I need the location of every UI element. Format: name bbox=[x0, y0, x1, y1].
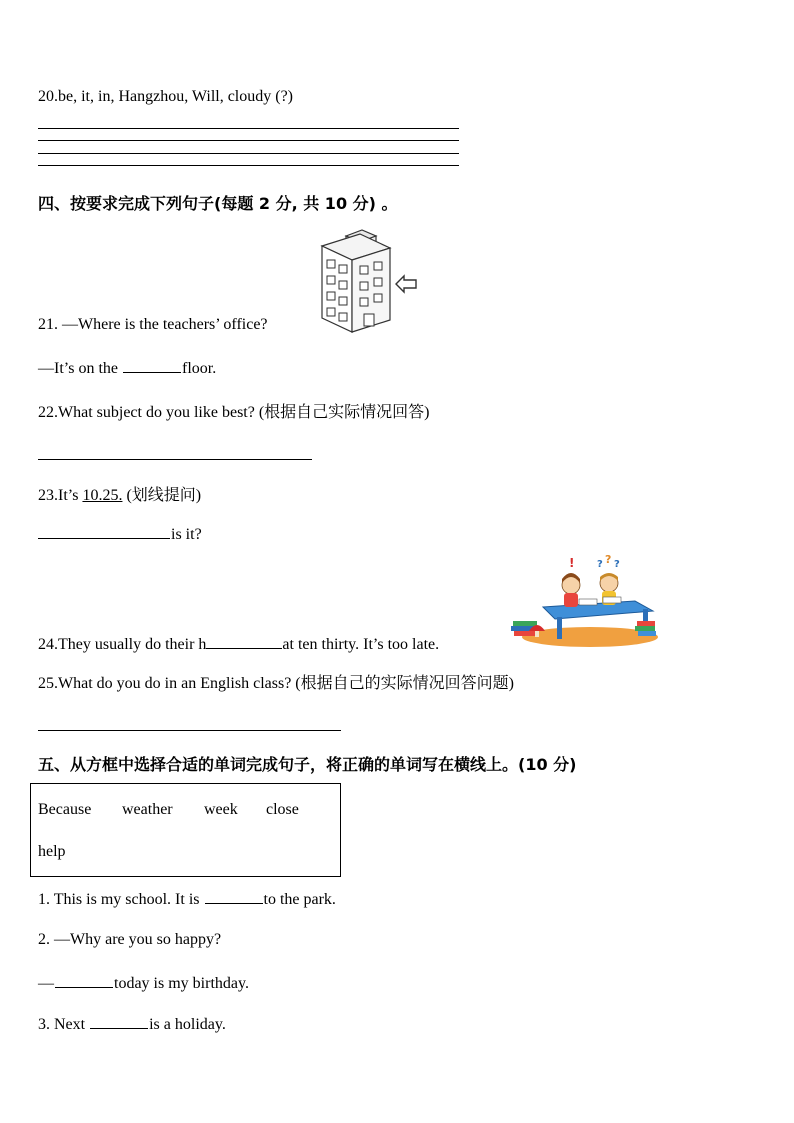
section-5-heading: 五、从方框中选择合适的单词完成句子，将正确的单词写在横线上。(10 分) bbox=[38, 755, 577, 774]
underlined-time: 10.25. bbox=[82, 487, 123, 504]
question-24-prefix: 24.They usually do their h bbox=[38, 636, 207, 653]
answer-line bbox=[38, 165, 459, 166]
question-23-answer bbox=[38, 524, 202, 544]
children-studying-illustration bbox=[505, 555, 660, 649]
section-5-question-2: 2. —Why are you so happy? bbox=[38, 931, 222, 948]
blank-field[interactable] bbox=[90, 1014, 148, 1029]
word-option: close bbox=[266, 801, 299, 818]
svg-text:?: ? bbox=[605, 555, 612, 566]
answer-prefix: — bbox=[38, 975, 54, 992]
blank-field[interactable] bbox=[55, 973, 113, 988]
word-option: Because bbox=[38, 801, 92, 818]
word-box bbox=[30, 783, 341, 877]
blank-field[interactable] bbox=[205, 889, 263, 904]
question-23-prefix: 23.It’s bbox=[38, 487, 83, 504]
svg-text:?: ? bbox=[597, 559, 603, 570]
question-20: 20.be, it, in, Hangzhou, Will, cloudy (?) bbox=[38, 88, 294, 105]
question-24-suffix: at ten thirty. It’s too late. bbox=[282, 636, 440, 653]
question-21: 21. —Where is the teachers’ office? bbox=[38, 316, 268, 333]
question-prefix: 3. Next bbox=[38, 1016, 90, 1033]
answer-suffix: floor. bbox=[182, 360, 217, 377]
question-21-answer bbox=[38, 358, 216, 378]
section-5-question-1 bbox=[38, 889, 336, 909]
question-25: 25.What do you do in an English class? (根据自己的实际情况回答问题) bbox=[38, 675, 514, 692]
question-prefix: 1. This is my school. It is bbox=[38, 891, 204, 908]
answer-line bbox=[38, 153, 459, 154]
word-option: week bbox=[204, 801, 238, 818]
question-23-suffix: (划线提问) bbox=[122, 487, 202, 504]
answer-line[interactable] bbox=[38, 730, 341, 731]
section-5-question-3 bbox=[38, 1014, 226, 1034]
answer-line bbox=[38, 128, 459, 129]
question-23 bbox=[38, 482, 201, 505]
blank-field[interactable] bbox=[123, 358, 181, 373]
blank-field[interactable] bbox=[38, 524, 170, 539]
word-option: help bbox=[38, 843, 66, 860]
question-suffix: is a holiday. bbox=[149, 1016, 226, 1033]
answer-prefix: —It’s on the bbox=[38, 360, 122, 377]
blank-field[interactable] bbox=[206, 634, 282, 649]
answer-line[interactable] bbox=[38, 459, 312, 460]
question-24 bbox=[38, 634, 439, 654]
answer-suffix: is it? bbox=[171, 526, 202, 543]
svg-text:?: ? bbox=[614, 559, 620, 570]
svg-text:!: ! bbox=[569, 556, 575, 570]
word-option: weather bbox=[122, 801, 173, 818]
answer-suffix: today is my birthday. bbox=[114, 975, 249, 992]
question-suffix: to the park. bbox=[263, 891, 336, 908]
section-5-question-2-answer bbox=[38, 973, 249, 993]
section-4-heading: 四、按要求完成下列句子(每题 2 分, 共 10 分) 。 bbox=[38, 194, 398, 213]
building-illustration bbox=[316, 228, 418, 334]
answer-line bbox=[38, 140, 459, 141]
question-22: 22.What subject do you like best? (根据自己实际情况回答) bbox=[38, 404, 430, 421]
